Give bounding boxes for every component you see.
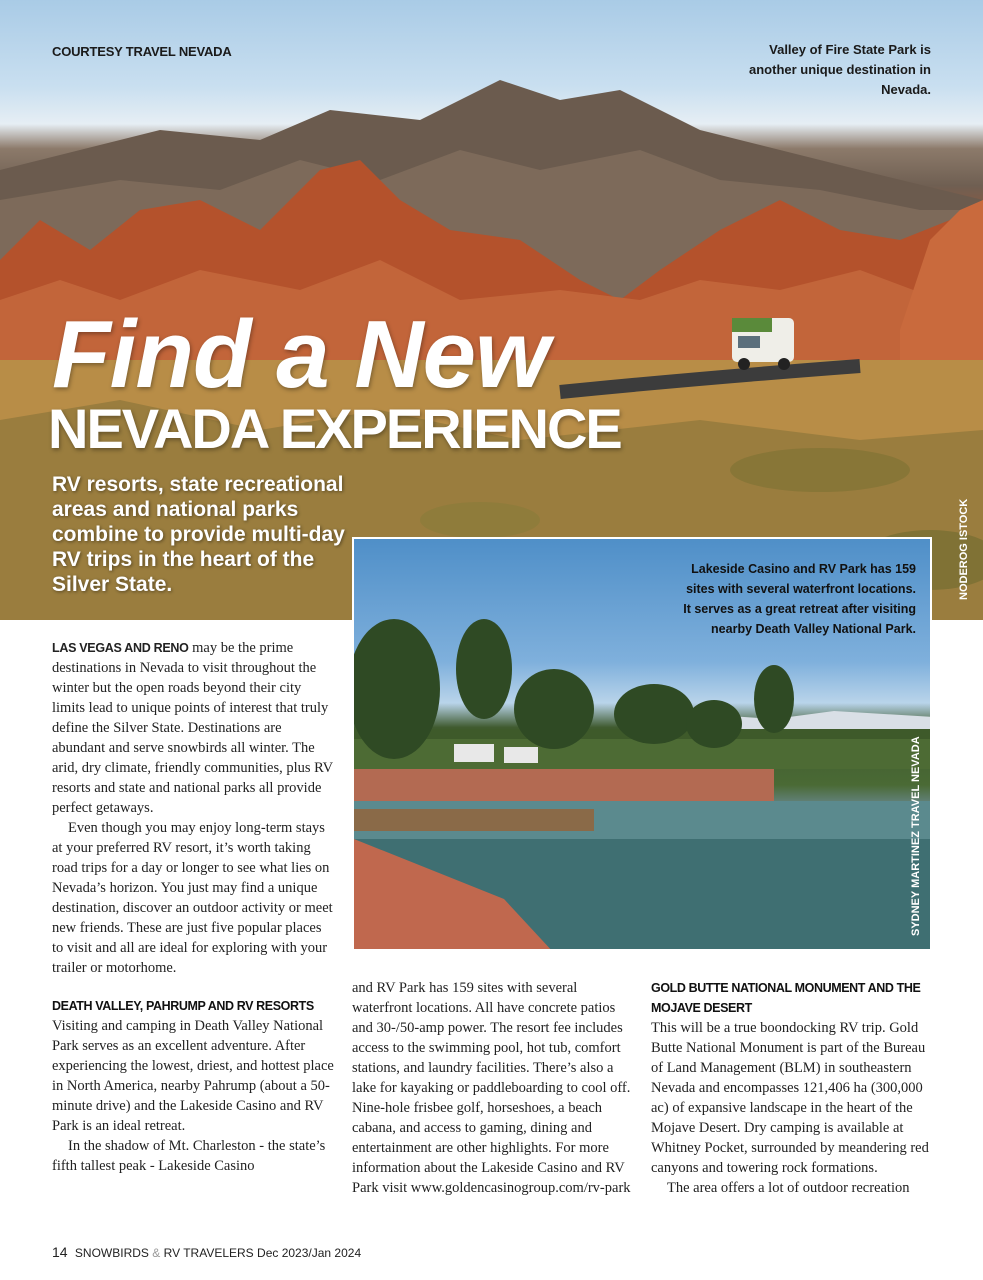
article-column-1 <box>52 638 334 1176</box>
paragraph: This will be a true boondocking RV trip. Gold Butte National Monument is part of the Bureau of Land Management (BLM) in southeastern Nevada and encompasses 121,406 ha (300,000 ac) of expansive landscape in the heart of the Mojave Desert. Dry camping is available at Whitney Pocket, surrounded by meandering red canyons and towering rock formations. <box>651 1020 929 1176</box>
photo-credit-vertical: NODEROG ISTOCK <box>958 498 970 600</box>
page-number: 14 <box>52 1244 68 1260</box>
inset-photo <box>352 537 932 951</box>
paragraph: In the shadow of Mt. Charleston - the state’s fifth tallest peak - Lakeside Casino <box>52 1138 326 1174</box>
inset-caption: Lakeside Casino and RV Park has 159 sites with several waterfront locations. It serves as a great retreat after visiting nearby Death Valley National Park. <box>683 562 916 636</box>
paragraph: The area offers a lot of outdoor recreation <box>667 1180 910 1196</box>
publication-name: SNOWBIRDS <box>74 1246 149 1260</box>
publication-ampersand: & <box>152 1246 161 1260</box>
issue-date: Dec 2023/Jan 2024 <box>257 1246 362 1260</box>
inset-photo-credit: SYDNEY MARTINEZ TRAVEL NEVADA <box>910 736 922 936</box>
page-footer <box>52 1244 361 1260</box>
paragraph: Even though you may enjoy long-term stays at your preferred RV resort, it’s worth taking road trips for a day or longer to see what lies on Nevada’s horizon. You just may find a unique destination, discover an outdoor activity or meet new friends. These are just five popular places to visit and all are ideal for exploring with your trailer or motorhome. <box>52 820 333 976</box>
article-column-3 <box>651 978 933 1198</box>
paragraph: Visiting and camping in Death Valley National Park serves as an excellent adventure. After experiencing the lowest, driest, and hottest place in North America, nearby Pahrump (about a 50-minute drive) and the Lakeside Casino and RV Park is an ideal retreat. <box>52 1018 334 1134</box>
lead-in: LAS VEGAS AND RENO <box>52 641 189 655</box>
paragraph: and RV Park has 159 sites with several waterfront locations. All have concrete patios and 30-/50-amp power. The resort fee includes access to the swimming pool, hot tub, comfort stations, and laundry facilities. There’s also a lake for kayaking or paddleboarding to cool off. Nine-hole frisbee golf, horseshoes, a beach cabana, and access to gaming, dining and entertainment are other highlights. For more information about the Lakeside Casino and RV Park visit www.goldencasinogroup.com/rv-park <box>352 980 631 1196</box>
hero-photo <box>0 0 983 620</box>
paragraph <box>52 638 334 818</box>
photo-caption: Valley of Fire State Park is another unique destination in Nevada. <box>749 42 931 97</box>
photo-credit: COURTESY TRAVEL NEVADA <box>52 44 232 59</box>
article-column-2 <box>352 978 634 1198</box>
paragraph-text: may be the prime destinations in Nevada to visit throughout the winter but the open roads beyond their city limits lead to unique points of interest that truly define the Silver State. Destinations are abundant and serve snowbirds all winter. The arid, dry climate, friendly communities, plus RV resorts and state and national parks all provide perfect getaways. <box>52 640 333 816</box>
deck-subtitle: RV resorts, state recreational areas and national parks combine to provide multi-day RV trips in the heart of the Silver State. <box>52 473 345 596</box>
publication-name-2: RV TRAVELERS <box>163 1246 254 1260</box>
headline-line-2: NEVADA EXPERIENCE <box>48 397 621 460</box>
section-heading: DEATH VALLEY, PAHRUMP AND RV RESORTS <box>52 999 314 1013</box>
section-heading: GOLD BUTTE NATIONAL MONUMENT AND THE MOJAVE DESERT <box>651 981 921 1015</box>
headline-line-1: Find a New <box>52 301 549 408</box>
